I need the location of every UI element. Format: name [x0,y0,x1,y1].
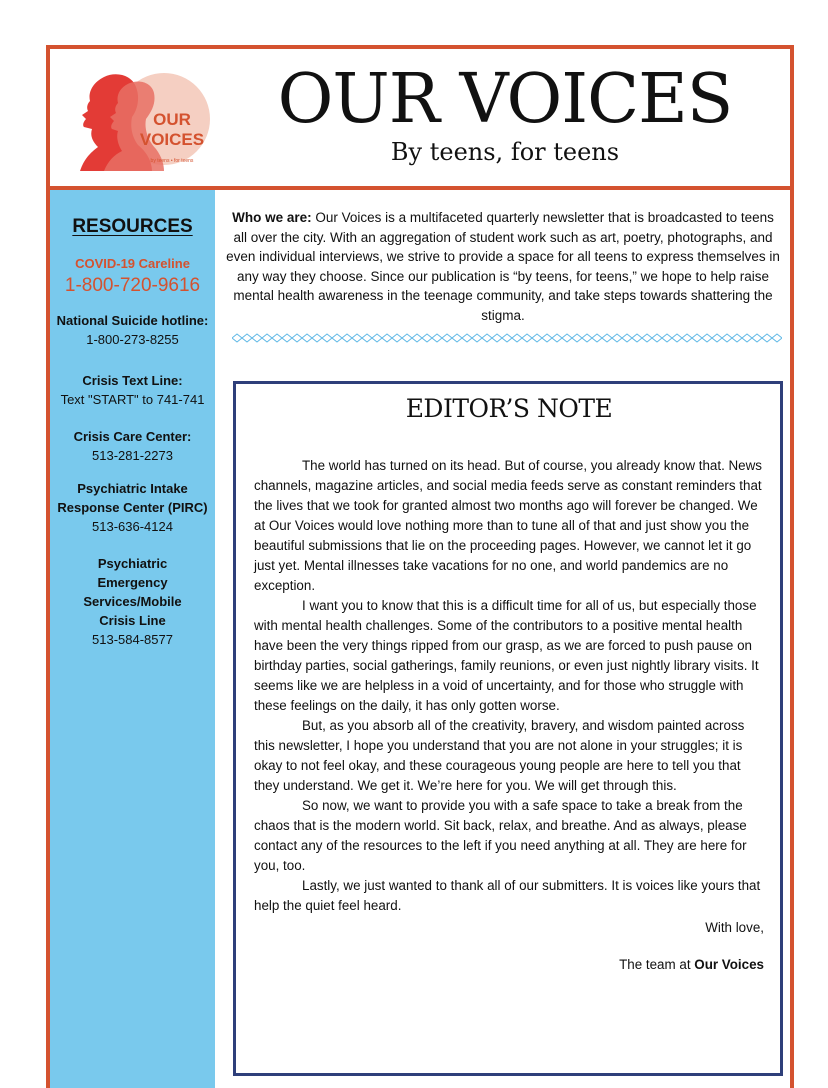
resource-name: Crisis Text Line: [82,373,183,388]
divider-diamond [412,334,422,342]
divider-diamond [632,334,642,342]
resource-name: Crisis Care Center: [73,429,192,444]
divider-diamond [692,334,702,342]
resource-item [50,479,215,536]
editor-note-box [233,381,783,1076]
divider-diamond [422,334,432,342]
signature [254,957,764,972]
divider-diamond [302,334,312,342]
divider-diamond [602,334,612,342]
divider-diamond [482,334,492,342]
note-paragraph: The world has turned on its head. But of course, you already know that. News channels, magazine articles, and social media feeds serve as constant reminders that the lives that we took for granted almost two months ago will forever be changed. We at Our Voices would love nothing more than to tune all of that and just show you the beautiful submissions that lie on the proceeding pages. However, we cannot let it go just yet. Mental illnesses take vacations for no one, and world pandemics are no exception. [254,458,762,593]
masthead-subtitle: By teens, for teens [390,138,620,166]
divider-diamond [462,334,472,342]
closing-line: With love, [705,920,764,935]
divider-diamond [652,334,662,342]
logo-word-1: OUR [153,110,191,129]
divider-diamond [282,334,292,342]
page-frame [46,45,794,1088]
divider-diamond [252,334,262,342]
divider-diamond [322,334,332,342]
logo-tagline: by teens • for teens [150,158,194,164]
divider-diamond [762,334,772,342]
editor-note-body [254,456,764,916]
resource-name: Psychiatric Intake Response Center (PIRC) [57,481,208,515]
divider-diamond [502,334,512,342]
careline-number: 1-800-720-9616 [64,275,201,296]
editor-note-title: EDITOR’S NOTE [405,394,613,423]
divider-diamond [712,334,722,342]
main-content [220,190,790,972]
divider-diamond [312,334,322,342]
divider-diamond [452,334,462,342]
our-voices-logo [60,67,220,177]
resource-item [50,371,215,409]
divider-diamond [682,334,692,342]
diamond-divider [232,333,782,343]
divider-diamond [262,334,272,342]
divider-diamond [572,334,582,342]
divider-diamond [772,334,782,342]
resource-detail: 513-636-4124 [92,519,173,534]
note-paragraph: But, as you absorb all of the creativity, bravery, and wisdom painted across this newsletter, I hope you understand that you are not alone in your struggles; it is okay to not feel okay, and these courageous young people are here to tell you that they understand. We get it. We’re here for you. We will get through this. [254,718,745,793]
masthead-title: OUR VOICES [277,60,733,139]
resource-detail: 1-800-273-8255 [86,332,179,347]
divider-diamond [592,334,602,342]
divider-diamond [722,334,732,342]
signature-prefix: The team at [619,957,695,972]
careline-label: COVID-19 Careline [75,256,190,271]
masthead [50,49,790,190]
divider-diamond [702,334,712,342]
resource-name: National Suicide hotline: [56,313,209,328]
divider-diamond [442,334,452,342]
divider-diamond [382,334,392,342]
note-paragraph: So now, we want to provide you with a safe space to take a break from the chaos that is the modern world. Sit back, relax, and breathe. And as always, please contact any of the resources to the left if you need anything at all. They are here for you, too. [254,798,747,873]
divider-diamond [472,334,482,342]
divider-diamond [352,334,362,342]
divider-diamond [392,334,402,342]
divider-diamond [562,334,572,342]
divider-diamond [642,334,652,342]
divider-diamond [362,334,372,342]
who-we-are-text: Our Voices is a multifaceted quarterly newsletter that is broadcasted to teens all over the city. With an aggregation of student work such as art, poetry, photographs, and even individual interviews, we strive to provide a space for all teens to express themselves in any way they choose. Since our publication is “by teens, for teens,” we hope to help raise mental health awareness in the teenage community, and take steps towards shattering the stigma. [226,210,780,323]
logo-word-2: VOICES [139,130,205,149]
note-paragraph: I want you to know that this is a difficult time for all of us, but especially those with mental health challenges. Some of the contributors to a positive mental health have been the very things ripped from our grasp, as we are forced to push pause on birthday parties, social gatherings, family reunions, or even just nightly library visits. It seems like we are helpless in a void of uncertainty, and for those who struggle with these feelings on the daily, it has only gotten worse. [254,598,759,713]
who-we-are-label: Who we are: [232,210,312,225]
divider-diamond [662,334,672,342]
divider-diamond [242,334,252,342]
signature-name: Our Voices [694,957,764,972]
divider-diamond [272,334,282,342]
resource-item [50,311,215,349]
resource-name: Psychiatric Emergency Services/Mobile Crisis Line [83,556,182,628]
resource-detail: 513-584-8577 [92,632,173,647]
note-paragraph: Lastly, we just wanted to thank all of our submitters. It is voices like yours that help the quiet feel heard. [254,878,761,913]
divider-diamond [622,334,632,342]
divider-diamond [432,334,442,342]
divider-diamond [552,334,562,342]
divider-diamond [752,334,762,342]
divider-diamond [342,334,352,342]
divider-diamond [542,334,552,342]
divider-diamond [292,334,302,342]
resource-item [50,427,215,465]
divider-diamond [582,334,592,342]
divider-diamond [522,334,532,342]
who-we-are [224,208,782,325]
divider-diamond [402,334,412,342]
resources-title: RESOURCES [72,216,193,237]
divider-diamond [612,334,622,342]
resource-detail: 513-281-2273 [92,448,173,463]
divider-diamond [372,334,382,342]
divider-diamond [232,334,242,342]
divider-diamond [512,334,522,342]
divider-diamond [532,334,542,342]
divider-diamond [732,334,742,342]
divider-diamond [672,334,682,342]
resource-detail: Text "START" to 741-741 [60,392,205,407]
divider-diamond [742,334,752,342]
resources-sidebar [50,190,215,1088]
resource-item [50,554,215,649]
divider-diamond [492,334,502,342]
divider-diamond [332,334,342,342]
